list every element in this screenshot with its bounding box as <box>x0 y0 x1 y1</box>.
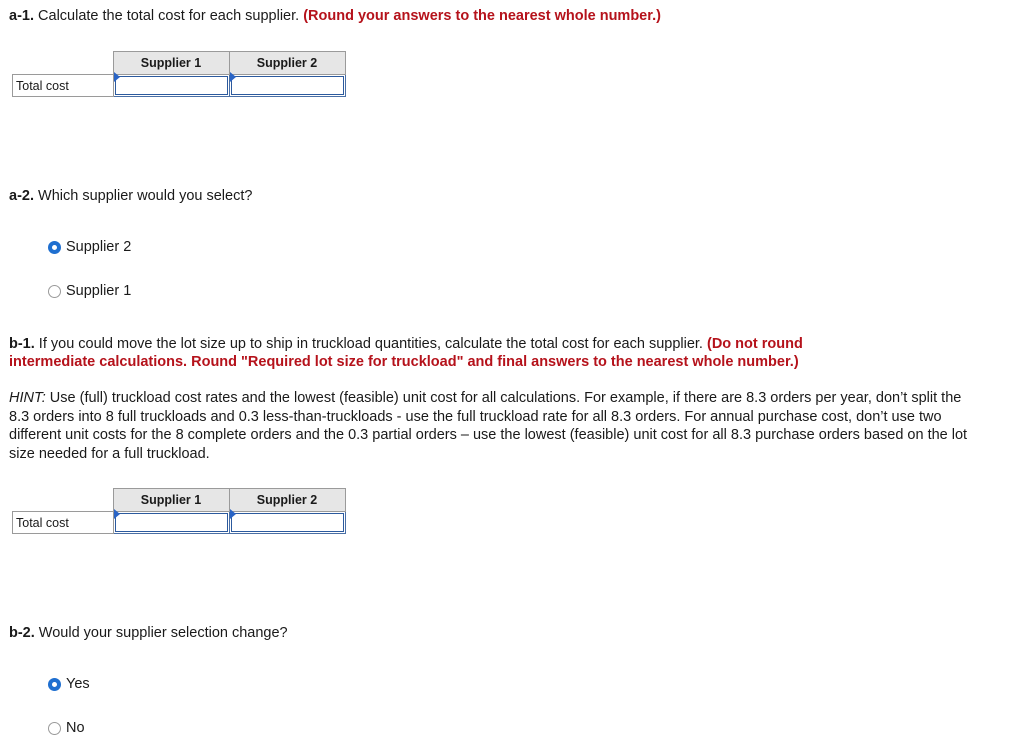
radio-option-supplier-1[interactable] <box>48 283 131 299</box>
question-b2-label: b-2. <box>9 625 35 641</box>
input-box[interactable] <box>115 76 228 95</box>
question-b1-text: If you could move the lot size up to ship in truckload quantities, calculate the total cost for each supplier. <box>34 336 707 352</box>
radio-label[interactable]: Yes <box>66 676 90 692</box>
question-a1-label: a-1. <box>9 8 34 24</box>
radio-option-no[interactable] <box>48 720 85 736</box>
input-marker-icon <box>114 509 120 519</box>
radio-label[interactable]: No <box>66 720 85 736</box>
row-label-total-cost: Total cost <box>13 512 114 534</box>
question-a1 <box>9 7 661 25</box>
hint-label: HINT: <box>9 390 46 406</box>
column-header-supplier-1: Supplier 1 <box>113 52 229 75</box>
question-b1-note-line2: intermediate calculations. Round "Required lot size for truckload" and final answers to the nearest whole number.) <box>9 354 799 370</box>
input-box[interactable] <box>231 76 344 95</box>
column-header-supplier-2: Supplier 2 <box>229 52 345 75</box>
question-b1-label: b-1. <box>9 336 35 352</box>
table-corner <box>13 52 114 75</box>
question-a2-label: a-2. <box>9 188 34 204</box>
question-b2-text: Would your supplier selection change? <box>34 625 288 641</box>
radio-label[interactable]: Supplier 1 <box>66 283 132 299</box>
radio-option-supplier-2[interactable] <box>48 239 131 255</box>
question-a1-text: Calculate the total cost for each supplier. <box>34 8 304 24</box>
hint-text: Use (full) truckload cost rates and the lowest (feasible) unit cost for all calculations. For example, if there are 8.3 orders per year, don’t split the 8.3 orders into 8 full truckloads and 0.3 less-than-truckloads - use the full truckload rate for all 8.3 orders. For annual purchase cost, don’t use two different unit costs for the 8 complete orders and the 0.3 partial orders – use the lowest (feasible) unit cost for all 8.3 purchase orders based on the lot size needed for a full truckload. <box>9 390 968 462</box>
input-marker-icon <box>230 509 236 519</box>
radio-selected-icon[interactable] <box>48 678 61 691</box>
radio-option-yes[interactable] <box>48 676 90 692</box>
table-corner <box>13 489 114 512</box>
question-b1 <box>9 335 1009 371</box>
column-header-supplier-1: Supplier 1 <box>113 489 229 512</box>
question-b2 <box>9 624 288 642</box>
input-marker-icon <box>230 72 236 82</box>
b1-supplier-2-total-cost-input[interactable] <box>229 512 345 534</box>
question-a2 <box>9 187 252 205</box>
radio-unselected-icon[interactable] <box>48 285 61 298</box>
question-a2-text: Which supplier would you select? <box>34 188 253 204</box>
hint-paragraph <box>9 389 969 463</box>
a1-supplier-2-total-cost-input[interactable] <box>229 75 345 97</box>
radio-unselected-icon[interactable] <box>48 722 61 735</box>
row-label-total-cost: Total cost <box>13 75 114 97</box>
a1-total-cost-table <box>12 51 346 97</box>
a1-supplier-1-total-cost-input[interactable] <box>113 75 229 97</box>
question-a1-note: (Round your answers to the nearest whole number.) <box>303 8 661 24</box>
radio-label[interactable]: Supplier 2 <box>66 239 132 255</box>
b1-supplier-1-total-cost-input[interactable] <box>113 512 229 534</box>
b1-total-cost-table <box>12 488 346 534</box>
input-marker-icon <box>114 72 120 82</box>
input-box[interactable] <box>231 513 344 532</box>
question-b1-note-line1: (Do not round <box>707 336 803 352</box>
column-header-supplier-2: Supplier 2 <box>229 489 345 512</box>
input-box[interactable] <box>115 513 228 532</box>
radio-selected-icon[interactable] <box>48 241 61 254</box>
